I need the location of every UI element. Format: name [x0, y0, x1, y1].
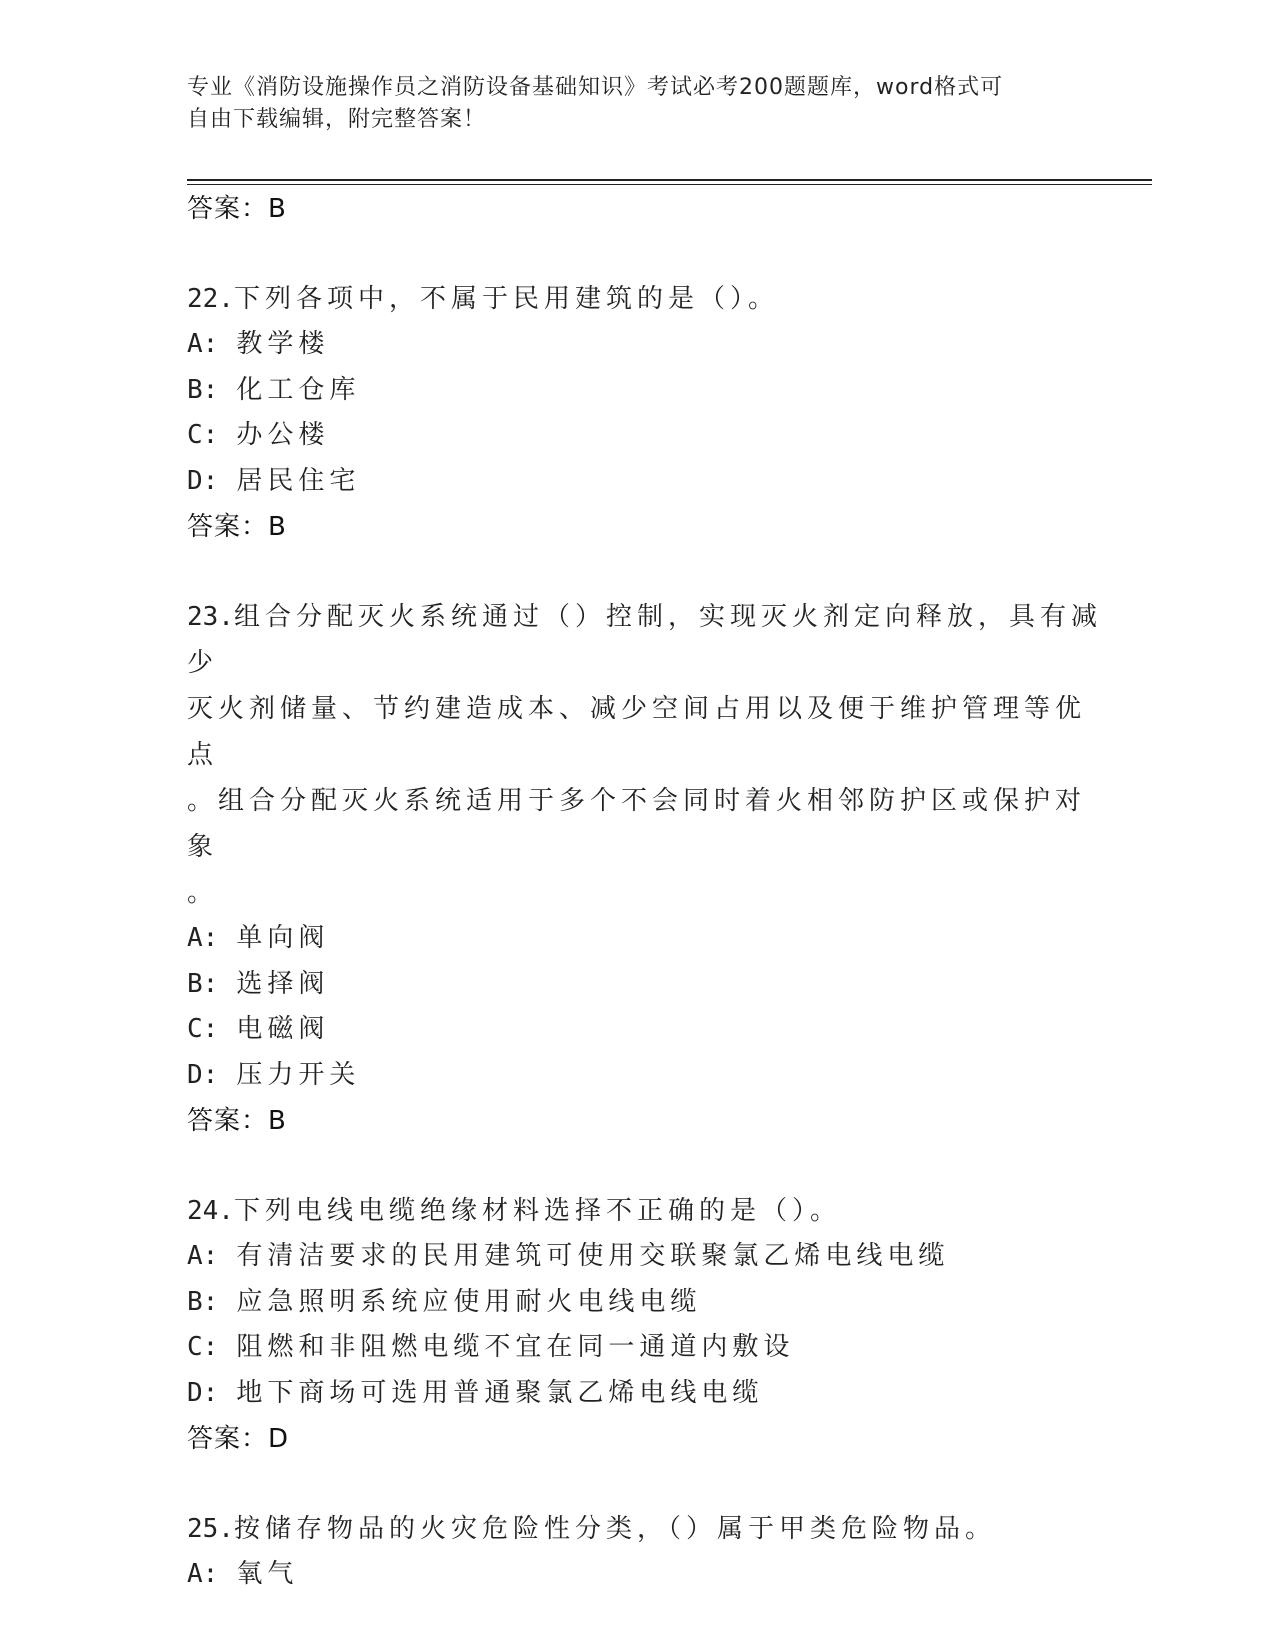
option-d: D: 居民住宅 — [187, 465, 361, 496]
option-b: B: 化工仓库 — [187, 374, 361, 405]
question-block — [187, 276, 1107, 550]
header-divider-thin — [187, 184, 1152, 185]
question-text: 组合分配灭火系统通过（）控制，实现灭火剂定向释放，具有减少 — [187, 602, 1102, 678]
question-block — [187, 1506, 1107, 1598]
question-text: 按储存物品的火灾危险性分类，（）属于甲类危险物品。 — [233, 1514, 996, 1544]
question-number: 22. — [187, 284, 234, 314]
option-a: A: 有清洁要求的民用建筑可使用交联聚氯乙烯电线电缆 — [187, 1241, 950, 1271]
option-d: D: 压力开关 — [187, 1059, 361, 1090]
option-b: B: 应急照明系统应使用耐火电线电缆 — [187, 1286, 702, 1317]
option-a: A: 氧气 — [187, 1559, 299, 1589]
question-number: 25. — [187, 1514, 234, 1544]
question-text-continued: 。 — [187, 878, 219, 908]
option-a: A: 单向阀 — [187, 923, 330, 953]
question-stem — [187, 1506, 1107, 1552]
question-block — [187, 594, 1107, 1144]
header-divider-thick — [187, 179, 1152, 181]
question-stem — [187, 1188, 1107, 1234]
option-b: B: 选择阀 — [187, 968, 330, 999]
question-text: 下列电线电缆绝缘材料选择不正确的是（）。 — [233, 1196, 841, 1226]
option-d: D: 地下商场可选用普通聚氯乙烯电线电缆 — [187, 1377, 764, 1408]
question-block — [187, 1188, 1107, 1462]
option-c: C: 阻燃和非阻燃电缆不宜在同一通道内敷设 — [187, 1332, 795, 1362]
question-text: 下列各项中，不属于民用建筑的是（）。 — [233, 284, 779, 314]
header-line-2: 自由下载编辑，附完整答案！ — [187, 107, 487, 132]
question-stem — [187, 276, 1107, 322]
option-c: C: 电磁阀 — [187, 1014, 330, 1044]
question-number: 23. — [187, 602, 234, 632]
document-header — [187, 72, 1067, 136]
question-answer: 答案：B — [187, 512, 287, 542]
option-a: A: 教学楼 — [187, 329, 330, 359]
question-answer: 答案：D — [187, 1424, 290, 1454]
question-text-continued: 。组合分配灭火系统适用于多个不会同时着火相邻防护区或保护对象 — [187, 786, 1087, 862]
question-stem — [187, 594, 1107, 686]
document-body — [187, 186, 1107, 1598]
previous-answer: 答案：B — [187, 194, 287, 224]
question-answer: 答案：B — [187, 1106, 287, 1136]
header-line-1: 专业《消防设施操作员之消防设备基础知识》考试必考200题题库，word格式可 — [187, 75, 1004, 100]
question-text-continued: 灭火剂储量、节约建造成本、减少空间占用以及便于维护管理等优点 — [187, 694, 1087, 770]
option-c: C: 办公楼 — [187, 420, 330, 450]
question-number: 24. — [187, 1196, 234, 1226]
